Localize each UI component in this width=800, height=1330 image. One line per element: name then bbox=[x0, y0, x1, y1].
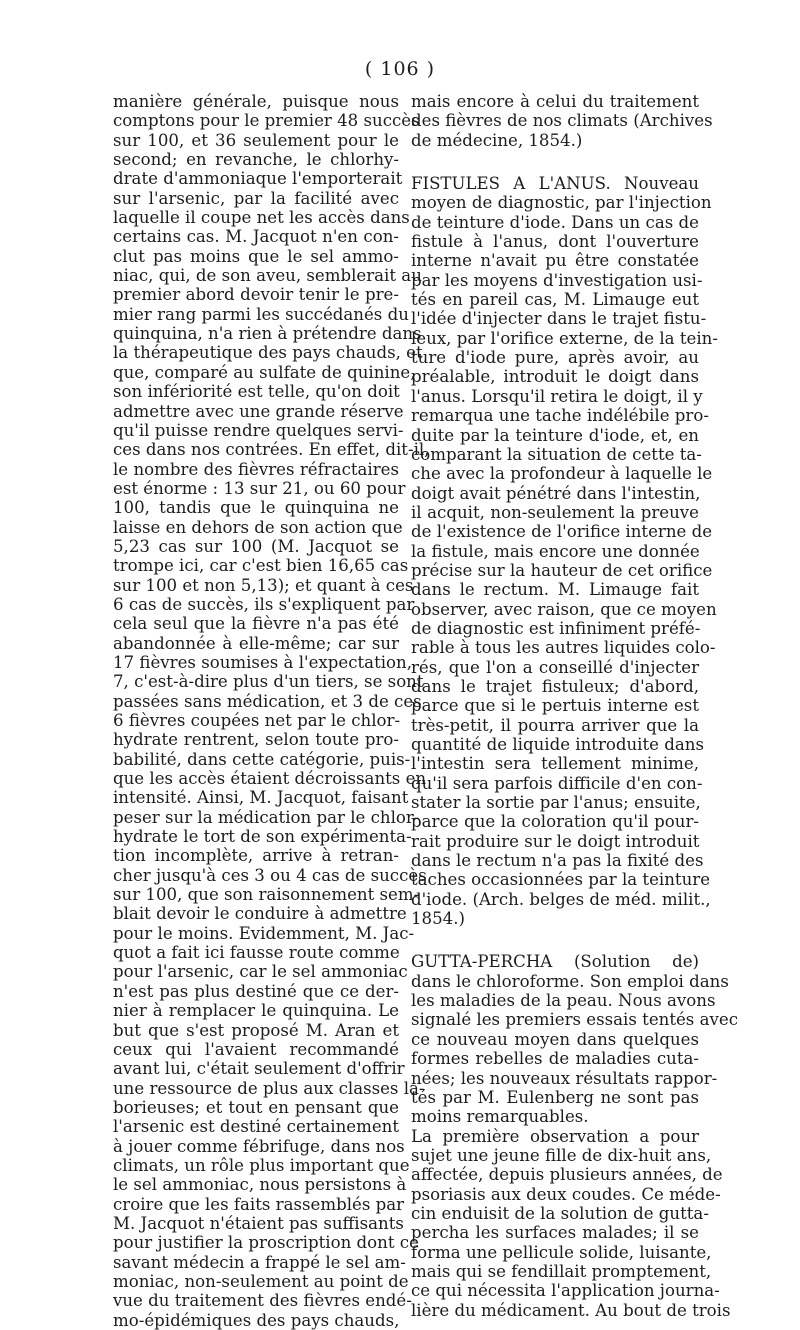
text-line: cela seul que la fièvre n'a pas été bbox=[113, 614, 399, 634]
text-line: les maladies de la peau. Nous avons bbox=[411, 991, 716, 1011]
gutta-percha-article bbox=[411, 952, 738, 1320]
text-line: hydrate rentrent, selon toute pro- bbox=[113, 730, 399, 750]
text-line: 6 fièvres coupées net par le chlor- bbox=[113, 711, 401, 730]
text-line: des fièvres de nos climats (Archives bbox=[411, 111, 713, 131]
text-line: que, comparé au sulfate de quinine, bbox=[113, 362, 416, 382]
text-line: taches occasionnées par la teinture bbox=[411, 870, 711, 890]
text-line: de médecine, 1854.) bbox=[411, 130, 583, 150]
text-line: dans le rectum n'a pas la fixité des bbox=[411, 851, 704, 871]
text-line: dans le trajet fistuleux; d'abord, bbox=[411, 676, 699, 696]
text-line: La première observation a pour bbox=[411, 1126, 699, 1146]
text-line: le sel ammoniac, nous persistons à bbox=[113, 1175, 407, 1195]
text-line: savant médecin a frappé le sel am- bbox=[113, 1252, 406, 1272]
text-line: ce nouveau moyen dans quelques bbox=[411, 1029, 699, 1049]
text-line: son infériorité est telle, qu'on doit bbox=[113, 382, 400, 402]
text-line: d'iode. (Arch. belges de méd. milit., bbox=[411, 889, 711, 909]
text-line: sur 100 et non 5,13); et quant à ces bbox=[113, 575, 414, 595]
text-line: qu'il puisse rendre quelques servi- bbox=[113, 420, 404, 440]
text-line: quot a fait ici fausse route comme bbox=[113, 943, 400, 963]
text-line: l'anus. Lorsqu'il retira le doigt, il y bbox=[411, 386, 703, 406]
text-line: duite par la teinture d'iode, et, en bbox=[411, 425, 699, 445]
text-line: second; en revanche, le chlorhy- bbox=[113, 150, 399, 170]
text-line: mo-épidémiques des pays chauds, bbox=[113, 1310, 400, 1330]
text-line: climats, un rôle plus important que bbox=[113, 1155, 410, 1175]
text-line: 1854.) bbox=[411, 909, 465, 929]
text-line: préalable, introduit le doigt dans bbox=[411, 367, 699, 387]
text-line: l'arsenic est destiné certainement bbox=[113, 1117, 399, 1137]
text-line: forma une pellicule solide, luisante, bbox=[411, 1242, 712, 1262]
section-gap bbox=[411, 928, 699, 952]
text-line: que les accès étaient décroissants en bbox=[113, 769, 427, 789]
text-line: l'idée d'injecter dans le trajet fistu- bbox=[411, 309, 707, 329]
text-line: très-petit, il pourra arriver que la bbox=[411, 715, 699, 735]
text-line: qu'il sera parfois difficile d'en con- bbox=[411, 773, 703, 793]
text-line: rés, que l'on a conseillé d'injecter bbox=[411, 657, 699, 677]
text-line: remarqua une tache indélébile pro- bbox=[411, 406, 709, 426]
text-line: l'intestin sera tellement minime, bbox=[411, 754, 699, 774]
text-line: de diagnostic est infiniment préfé- bbox=[411, 618, 701, 638]
text-line: hydrate le tort de son expérimenta- bbox=[113, 827, 412, 847]
text-line: précise sur la hauteur de cet orifice bbox=[411, 560, 713, 580]
text-line: une ressource de plus aux classes la- bbox=[113, 1078, 425, 1098]
text-line: avant lui, c'était seulement d'offrir bbox=[113, 1059, 405, 1079]
page-number: ( 106 ) bbox=[364, 58, 436, 80]
text-line: admettre avec une grande réserve bbox=[113, 401, 404, 421]
text-line: 6 cas de succès, ils s'expliquent par bbox=[113, 594, 415, 614]
text-line: certains cas. M. Jacquot n'en con- bbox=[113, 227, 399, 247]
text-line: stater la sortie par l'anus; ensuite, bbox=[411, 793, 701, 813]
text-line: cher jusqu'à ces 3 ou 4 cas de succès bbox=[113, 865, 427, 885]
section-gap bbox=[411, 150, 699, 174]
text-line: par les moyens d'investigation usi- bbox=[411, 270, 703, 290]
text-line: intensité. Ainsi, M. Jacquot, faisant bbox=[113, 788, 409, 808]
text-line: ceux qui l'avaient recommandé bbox=[113, 1039, 399, 1059]
text-line: GUTTA-PERCHA (Solution de) bbox=[411, 952, 699, 972]
text-line: le nombre des fièvres réfractaires bbox=[113, 459, 399, 479]
left-column bbox=[113, 92, 430, 1330]
text-line: lière du médicament. Au bout de trois bbox=[411, 1300, 731, 1320]
text-line: signalé les premiers essais tentés avec bbox=[411, 1010, 738, 1030]
text-line: mais encore à celui du traitement bbox=[411, 92, 699, 111]
text-line: sur l'arsenic, par la facilité avec bbox=[113, 188, 399, 208]
text-line: ture d'iode pure, après avoir, au bbox=[411, 348, 699, 368]
text-line: comptons pour le premier 48 succès bbox=[113, 111, 420, 131]
text-line: tés par M. Eulenberg ne sont pas bbox=[411, 1087, 699, 1107]
text-line: trompe ici, car c'est bien 16,65 cas bbox=[113, 556, 409, 576]
text-line: la fistule, mais encore une donnée bbox=[411, 541, 700, 561]
text-line: che avec la profondeur à laquelle le bbox=[411, 464, 713, 484]
text-line: mier rang parmi les succédanés du bbox=[113, 304, 409, 324]
text-line: percha les surfaces malades; il se bbox=[411, 1223, 699, 1243]
text-line: formes rebelles de maladies cuta- bbox=[411, 1049, 699, 1069]
text-line: blait devoir le conduire à admettre bbox=[113, 904, 407, 924]
text-line: parce que la coloration qu'il pour- bbox=[411, 812, 699, 832]
text-line: peser sur la médication par le chlor- bbox=[113, 807, 420, 827]
text-line: sujet une jeune fille de dix-huit ans, bbox=[411, 1145, 712, 1165]
text-line: 7, c'est-à-dire plus d'un tiers, se sont bbox=[113, 672, 424, 692]
text-line: rable à tous les autres liquides colo- bbox=[411, 638, 716, 658]
text-line: 17 fièvres soumises à l'expectation, bbox=[113, 652, 412, 672]
text-line: croire que les faits rassemblés par bbox=[113, 1194, 405, 1214]
text-line: moniac, non-seulement au point de bbox=[113, 1271, 409, 1291]
text-line: à jouer comme fébrifuge, dans nos bbox=[113, 1136, 405, 1156]
text-line: sur 100, que son raisonnement sem- bbox=[113, 885, 420, 905]
text-line: doigt avait pénétré dans l'intestin, bbox=[411, 483, 701, 503]
intro-continuation bbox=[411, 92, 713, 150]
text-line: quantité de liquide introduite dans bbox=[411, 735, 704, 754]
text-line: pour justifier la proscription dont ce bbox=[113, 1233, 419, 1253]
text-line: pour le moins. Evidemment, M. Jac- bbox=[113, 923, 415, 943]
text-line: dans le rectum. M. Limauge fait bbox=[411, 580, 699, 600]
fistules-article bbox=[411, 174, 718, 929]
text-line: pour l'arsenic, car le sel ammoniac bbox=[113, 962, 408, 982]
text-line: observer, avec raison, que ce moyen bbox=[411, 599, 717, 619]
text-line: la thérapeutique des pays chauds, et bbox=[113, 343, 423, 363]
right-column bbox=[411, 92, 738, 1320]
text-line: de l'existence de l'orifice interne de bbox=[411, 522, 713, 542]
text-line: fistule à l'anus, dont l'ouverture bbox=[411, 232, 699, 252]
text-line: drate d'ammoniaque l'emporterait bbox=[113, 169, 403, 189]
text-line: nier à remplacer le quinquina. Le bbox=[113, 1001, 399, 1021]
text-line: parce que si le pertuis interne est bbox=[411, 696, 699, 716]
text-line: laquelle il coupe net les accès dans bbox=[113, 208, 410, 228]
text-line: dans le chloroforme. Son emploi dans bbox=[411, 971, 729, 991]
text-line: il acquit, non-seulement la preuve bbox=[411, 502, 699, 522]
text-line: passées sans médication, et 3 de ces bbox=[113, 691, 422, 711]
text-line: borieuses; et tout en pensant que bbox=[113, 1097, 399, 1117]
text-line: rait produire sur le doigt introduit bbox=[411, 831, 700, 851]
text-line: psoriasis aux deux coudes. Ce méde- bbox=[411, 1184, 721, 1204]
text-line: comparant la situation de cette ta- bbox=[411, 444, 702, 464]
text-line: niac, qui, de son aveu, semblerait au bbox=[113, 266, 422, 286]
text-line: moyen de diagnostic, par l'injection bbox=[411, 193, 712, 213]
text-line: ce qui nécessita l'application journa- bbox=[411, 1281, 720, 1301]
text-line: n'est pas plus destiné que ce der- bbox=[113, 981, 399, 1001]
text-line: M. Jacquot n'étaient pas suffisants bbox=[113, 1213, 404, 1233]
text-line: 100, tandis que le quinquina ne bbox=[113, 498, 399, 518]
text-line: but que s'est proposé M. Aran et bbox=[113, 1020, 399, 1040]
text-line: clut pas moins que le sel ammo- bbox=[113, 246, 399, 266]
text-line: sur 100, et 36 seulement pour le bbox=[113, 130, 399, 150]
text-line: babilité, dans cette catégorie, puis- bbox=[113, 749, 411, 769]
text-line: leux, par l'orifice externe, de la tein- bbox=[411, 328, 718, 348]
text-line: mais qui se fendillait promptement, bbox=[411, 1261, 712, 1281]
text-line: vue du traitement des fièvres endé- bbox=[113, 1291, 412, 1311]
text-line: manière générale, puisque nous bbox=[113, 92, 399, 111]
text-line: abandonnée à elle-même; car sur bbox=[113, 633, 399, 653]
text-line: premier abord devoir tenir le pre- bbox=[113, 285, 399, 305]
text-line: 5,23 cas sur 100 (M. Jacquot se bbox=[113, 536, 399, 556]
text-line: affectée, depuis plusieurs années, de bbox=[411, 1165, 723, 1185]
text-line: cin enduisit de la solution de gutta- bbox=[411, 1203, 709, 1223]
text-line: tés en pareil cas, M. Limauge eut bbox=[411, 290, 699, 310]
text-line: FISTULES A L'ANUS. Nouveau bbox=[411, 174, 699, 194]
text-line: est énorme : 13 sur 21, ou 60 pour bbox=[113, 478, 406, 498]
text-line: tion incomplète, arrive à retran- bbox=[113, 846, 399, 866]
text-line: nées; les nouveaux résultats rappor- bbox=[411, 1068, 718, 1088]
text-line: interne n'avait pu être constatée bbox=[411, 251, 699, 271]
text-line: moins remarquables. bbox=[411, 1107, 589, 1127]
text-line: ces dans nos contrées. En effet, dit-il, bbox=[113, 440, 430, 460]
text-line: quinquina, n'a rien à prétendre dans bbox=[113, 324, 422, 344]
text-line: de teinture d'iode. Dans un cas de bbox=[411, 212, 699, 232]
text-line: laisse en dehors de son action que bbox=[113, 517, 403, 537]
